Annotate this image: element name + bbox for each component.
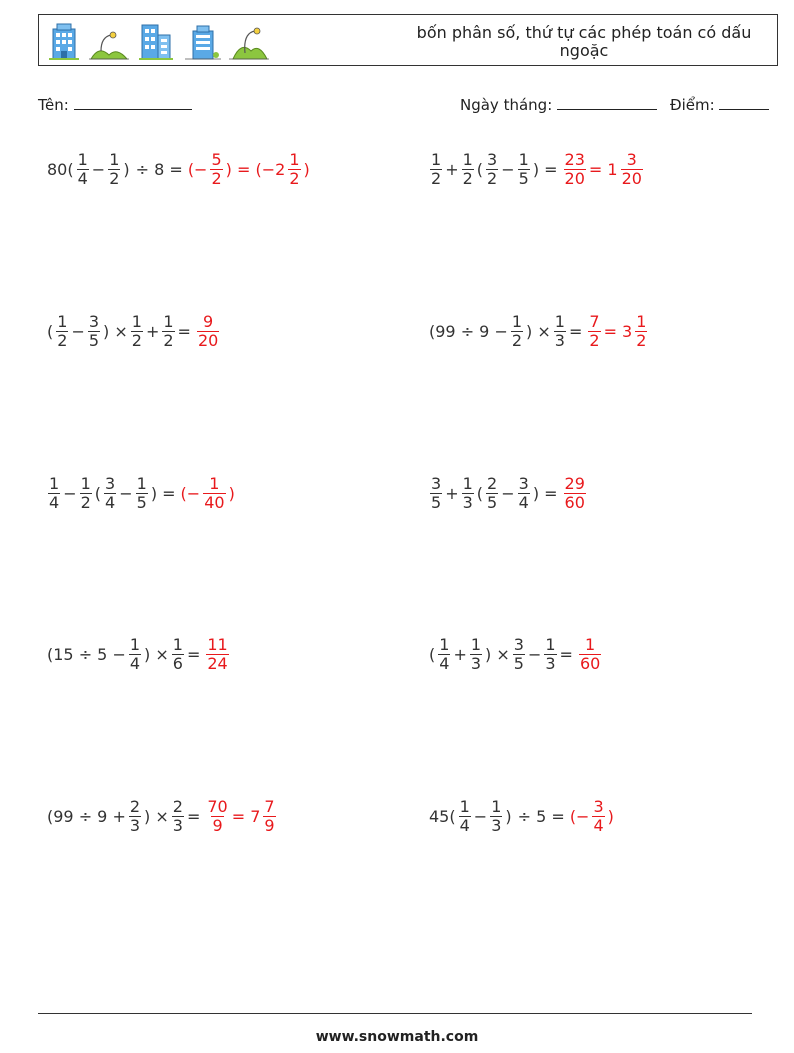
fraction-numerator: 1 [491,796,502,816]
fraction-numerator: 1 [462,149,473,169]
expression-text: (99 ÷ 9 − [429,321,508,341]
date-label: Ngày tháng: [460,96,553,114]
fraction-denominator: 4 [77,168,88,188]
expression-text: = [568,321,583,341]
fraction-denominator: 3 [129,815,141,835]
fraction [430,475,442,512]
fraction [129,798,141,835]
fraction-denominator: 2 [289,168,300,188]
fraction [263,798,275,835]
fraction [486,475,498,512]
fraction-numerator: 1 [511,311,523,331]
building-icon [139,21,173,61]
expression-text: ( [429,644,436,664]
problem-10 [428,790,615,842]
fraction [513,636,525,673]
fraction-numerator: 1 [470,634,482,654]
fraction-numerator: 1 [57,311,68,331]
fraction-denominator: 2 [589,330,600,350]
expression-text: ) × [103,321,128,341]
fraction [129,636,141,673]
fraction-numerator: 3 [518,473,529,493]
expression-text: − [91,159,106,179]
fraction-numerator: 3 [513,634,524,654]
fraction-denominator: 4 [593,815,604,835]
expression-text: = 7 [231,806,261,826]
fraction [438,636,450,673]
expression-text: ) = [532,159,558,179]
fraction-denominator: 60 [579,653,601,673]
problem-1 [46,143,311,195]
fraction [490,798,502,835]
fraction-numerator: 1 [459,796,470,816]
fraction-denominator: 20 [564,168,585,188]
expression-text: ) [607,806,614,826]
fraction-denominator: 4 [518,492,529,512]
fraction-denominator: 40 [204,492,225,512]
fraction-numerator: 1 [131,311,142,331]
answer [187,151,311,188]
expression-text: − [501,159,515,179]
date-field [460,95,657,114]
building-icon [49,21,79,61]
fraction-numerator: 1 [77,149,88,169]
expression-text: − [119,483,133,503]
answer [586,313,649,350]
fraction-numerator: 1 [545,634,556,654]
fraction-numerator: 7 [589,311,600,331]
problem-3 [46,305,221,357]
expression-text: (− [180,483,201,503]
fraction [48,475,60,512]
fraction-denominator: 3 [545,653,556,673]
fraction-denominator: 60 [564,492,585,512]
name-label: Tên: [38,96,69,114]
fraction [470,636,482,673]
fraction [172,798,184,835]
fraction-denominator: 24 [207,653,228,673]
fraction-denominator: 9 [264,815,275,835]
fraction-denominator: 2 [211,168,222,188]
score-field [670,95,769,114]
fraction-denominator: 2 [57,330,68,350]
fraction [88,313,100,350]
fraction-numerator: 7 [264,796,275,816]
expression-text: 80( [47,159,74,179]
expression-text: ( [476,159,484,179]
fraction [459,798,471,835]
answer [562,475,588,512]
date-blank[interactable] [557,95,657,110]
fraction-numerator: 1 [554,311,565,331]
fraction [621,151,643,188]
worksheet-header [38,14,778,66]
fraction [518,151,530,188]
expression-text: = [186,806,201,826]
fraction-denominator: 5 [431,492,442,512]
expression-text: (− [187,159,208,179]
fraction [462,151,474,188]
fraction-denominator: 2 [487,168,498,188]
fraction [635,313,647,350]
fraction [554,313,566,350]
problem-9 [46,790,278,842]
fraction [486,151,498,188]
expression-text: ) [228,483,235,503]
fraction-numerator: 3 [593,796,604,816]
expression-text: = [186,644,201,664]
fraction-denominator: 2 [109,168,120,188]
fraction [206,798,228,835]
answer [562,151,645,188]
expression-text: ) = [150,483,176,503]
fraction-denominator: 3 [462,492,473,512]
fraction-denominator: 5 [487,492,498,512]
fraction-numerator: 11 [207,634,228,654]
fraction-numerator: 1 [585,634,596,654]
expression-text: − [71,321,85,341]
score-label: Điểm: [670,96,715,114]
fraction [588,313,600,350]
name-field [38,95,192,114]
fraction-denominator: 4 [459,815,470,835]
fraction [206,636,228,673]
fraction [56,313,68,350]
fraction-numerator: 70 [207,796,228,816]
expression-text: − [473,806,488,826]
fraction [430,151,442,188]
problem-8 [428,628,603,680]
fraction [136,475,148,512]
fraction-denominator: 3 [470,653,482,673]
expression-text: − [527,644,542,664]
fraction-numerator: 3 [105,473,116,493]
fraction-numerator: 1 [163,311,174,331]
problem-5 [46,467,236,519]
problem-4 [428,305,649,357]
worksheet-title: bốn phân số, thứ tự các phép toán có dấu ngoặc [416,23,752,60]
fraction-numerator: 1 [518,149,529,169]
fraction-numerator: 1 [49,473,60,493]
building-icon [185,21,221,61]
expression-text: + [445,159,459,179]
fraction-numerator: 1 [209,473,220,493]
expression-text: (− [569,806,590,826]
fraction-numerator: 3 [431,473,442,493]
fraction [210,151,222,188]
fraction-numerator: 1 [80,473,91,493]
fraction [288,151,300,188]
fraction-denominator: 3 [172,815,183,835]
expression-text: = [559,644,573,664]
fraction-denominator: 4 [49,492,60,512]
fraction-denominator: 2 [131,330,142,350]
fraction-numerator: 1 [129,634,141,654]
fraction-denominator: 2 [163,330,174,350]
expression-text: ( [94,483,102,503]
fraction-denominator: 4 [105,492,116,512]
problem-6 [428,467,588,519]
footer-divider [38,1013,752,1014]
answer [204,798,277,835]
fraction-numerator: 1 [431,149,442,169]
expression-text: + [453,644,467,664]
expression-text: ) [505,806,512,826]
fraction [564,151,586,188]
fraction [104,475,116,512]
fraction-numerator: 5 [211,149,222,169]
expression-text: ÷ 5 = [517,806,565,826]
fraction-denominator: 2 [431,168,442,188]
expression-text: ) = (−2 [225,159,286,179]
fraction-numerator: 1 [289,149,300,169]
name-blank[interactable] [74,95,192,110]
fraction-denominator: 20 [197,330,219,350]
expression-text: ) [123,159,130,179]
fraction [197,313,219,350]
tree-icon [229,21,269,61]
fraction [80,475,92,512]
fraction [462,475,474,512]
problem-2 [428,143,645,195]
fraction [518,475,530,512]
score-blank[interactable] [719,95,769,110]
expression-text: = 1 [588,159,618,179]
expression-text: − [501,483,515,503]
tree-icon [89,21,129,61]
expression-text: ÷ 8 = [135,159,183,179]
fraction-denominator: 3 [491,815,502,835]
expression-text: ) × [144,644,169,664]
fraction-numerator: 9 [203,311,214,331]
fraction [131,313,143,350]
fraction [511,313,523,350]
fraction-denominator: 2 [80,492,91,512]
expression-text: − [63,483,77,503]
fraction-denominator: 5 [518,168,529,188]
fraction [544,636,556,673]
fraction-numerator: 3 [88,311,100,331]
fraction-denominator: 5 [513,653,524,673]
fraction-denominator: 3 [554,330,565,350]
answer [569,798,615,835]
expression-text: ) = [532,483,558,503]
answer [180,475,236,512]
fraction [203,475,225,512]
fraction-numerator: 1 [109,149,120,169]
fraction-numerator: 2 [172,796,183,816]
fraction-denominator: 6 [172,653,183,673]
fraction [579,636,601,673]
expression-text: ) × [526,321,551,341]
fraction-denominator: 9 [212,815,223,835]
fraction [108,151,120,188]
fraction-numerator: 1 [136,473,147,493]
fraction-numerator: 29 [564,473,585,493]
expression-text: + [445,483,459,503]
answer [577,636,603,673]
expression-text: ) [303,159,310,179]
fraction [162,313,174,350]
fraction-numerator: 1 [172,634,183,654]
fraction-numerator: 1 [636,311,647,331]
fraction-denominator: 2 [511,330,523,350]
expression-text: = [177,321,191,341]
fraction-numerator: 3 [487,149,498,169]
fraction-denominator: 2 [636,330,647,350]
fraction [592,798,604,835]
answer [204,636,230,673]
fraction-denominator: 5 [136,492,147,512]
expression-text: ( [47,321,54,341]
expression-text: + [145,321,160,341]
fraction-numerator: 1 [439,634,450,654]
problem-7 [46,628,231,680]
fraction [172,636,184,673]
fraction-numerator: 1 [462,473,473,493]
expression-text: ) × [144,806,169,826]
fraction-denominator: 4 [439,653,450,673]
fraction-numerator: 2 [487,473,498,493]
fraction-numerator: 2 [129,796,141,816]
expression-text: 45( [429,806,456,826]
fraction-denominator: 4 [129,653,141,673]
fraction-denominator: 20 [621,168,642,188]
expression-text: ) × [485,644,510,664]
expression-text: = 3 [603,321,633,341]
footer-url[interactable]: www.snowmath.com [315,1029,479,1045]
fraction-denominator: 2 [462,168,473,188]
fraction [564,475,586,512]
fraction-denominator: 5 [88,330,100,350]
fraction [77,151,89,188]
fraction-numerator: 3 [626,149,637,169]
fraction-numerator: 23 [564,149,585,169]
answer [195,313,221,350]
expression-text: (15 ÷ 5 − [47,644,126,664]
expression-text: ( [476,483,484,503]
expression-text: (99 ÷ 9 + [47,806,126,826]
